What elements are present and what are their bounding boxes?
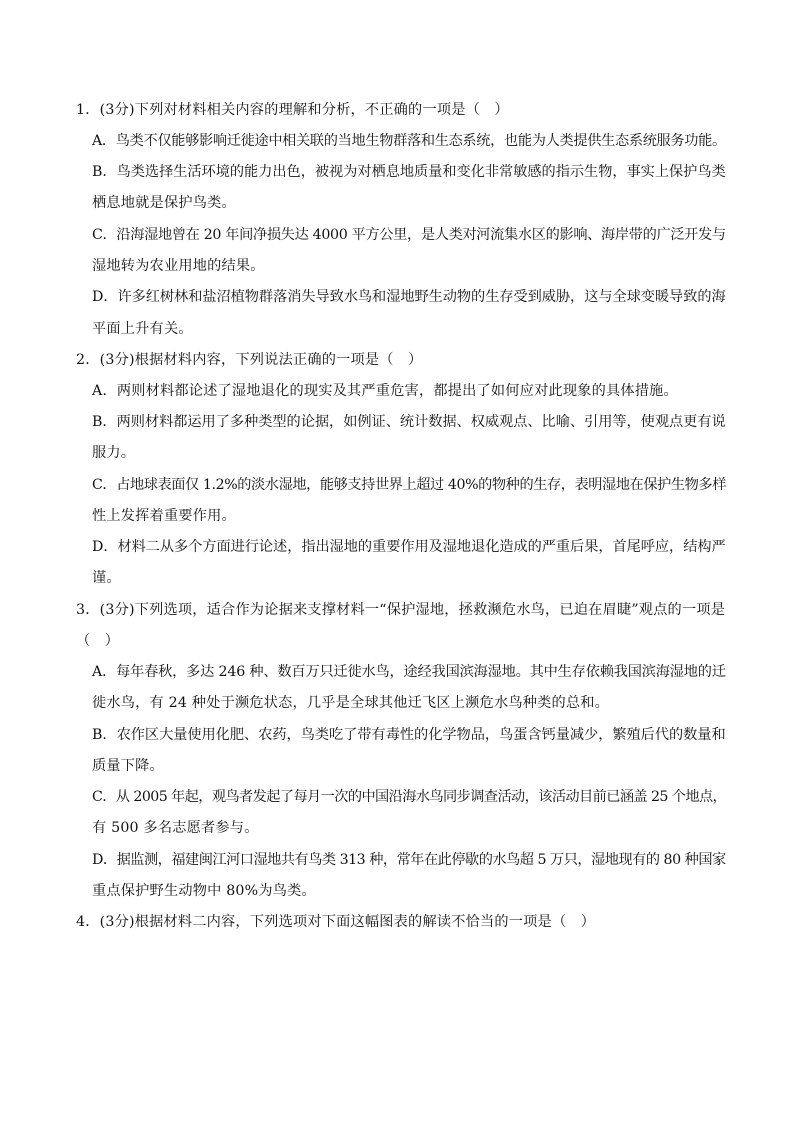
question-2-option-c: C．占地球表面仅 1.2%的淡水湿地，能够支持世界上超过 40%的物种的生存，表明湿地在保护生物多样 xyxy=(92,477,726,493)
question-2-stem: 2．(3分)根据材料内容，下列说法正确的一项是（ ） xyxy=(76,352,423,368)
question-3-option-b-cont: 质量下降。 xyxy=(92,758,164,774)
question-2-option-b: B．两则材料都运用了多种类型的论据，如例证、统计数据、权威观点、比喻、引用等，使观点更有说 xyxy=(92,414,726,430)
question-3-option-d-cont: 重点保护野生动物中 80%为鸟类。 xyxy=(92,883,316,899)
question-1-option-b-cont: 栖息地就是保护鸟类。 xyxy=(92,195,236,211)
question-1-option-b: B．鸟类选择生活环境的能力出色，被视为对栖息地质量和变化非常敏感的指示生物，事实上保护鸟类 xyxy=(92,164,726,180)
question-3-stem-cont: （ ） xyxy=(76,633,120,649)
question-4-stem: 4．(3分)根据材料二内容，下列选项对下面这幅图表的解读不恰当的一项是（ ） xyxy=(76,914,596,930)
question-3-option-b: B．农作区大量使用化肥、农药，鸟类吃了带有毒性的化学物品，鸟蛋含钙量减少，繁殖后代的数量和 xyxy=(92,727,726,743)
question-3-option-d: D．据监测，福建闽江河口湿地共有鸟类 313 种，常年在此停歇的水鸟超 5 万只，湿地现有的 80 种国家 xyxy=(92,852,726,868)
question-1-option-d-cont: 平面上升有关。 xyxy=(92,321,193,337)
question-3-option-c-cont: 有 500 多名志愿者参与。 xyxy=(92,820,259,836)
question-1-option-c: C．沿海湿地曾在 20 年间净损失达 4000 平方公里，是人类对河流集水区的影响、海岸带的广泛开发与 xyxy=(92,227,726,243)
question-2-option-b-cont: 服力。 xyxy=(92,445,136,461)
question-1-option-c-cont: 湿地转为农业用地的结果。 xyxy=(92,258,265,274)
question-3-option-a-cont: 徙水鸟，有 24 种处于濒危状态，几乎是全球其他迁飞区上濒危水鸟种类的总和。 xyxy=(92,695,610,711)
question-3-option-a: A．每年春秋，多达 246 种、数百万只迁徙水鸟，途经我国滨海湿地。其中生存依赖我国滨海湿地的迁 xyxy=(92,664,726,680)
question-3-option-c: C．从 2005 年起，观鸟者发起了每月一次的中国沿海水鸟同步调查活动，该活动目前已涵盖 25 个地点， xyxy=(92,789,727,805)
question-2-option-a: A．两则材料都论述了湿地退化的现实及其严重危害，都提出了如何应对此现象的具体措施。 xyxy=(92,383,678,399)
question-1-option-a: A．鸟类不仅能够影响迁徙途中相关联的当地生物群落和生态系统，也能为人类提供生态系统服务功能。 xyxy=(92,133,726,149)
question-1-option-d: D．许多红树林和盐沼植物群落消失导致水鸟和湿地野生动物的生存受到威胁，这与全球变暖导致的海 xyxy=(92,289,726,305)
question-2-option-d: D．材料二从多个方面进行论述，指出湿地的重要作用及湿地退化造成的严重后果，首尾呼应，结构严 xyxy=(92,539,726,555)
question-2-option-d-cont: 谨。 xyxy=(92,570,121,586)
question-3-stem: 3．(3分)下列选项，适合作为论据来支撑材料一“保护湿地，拯救濒危水鸟，已迫在眉睫”观点的一项是 xyxy=(76,602,726,618)
question-2-option-c-cont: 性上发挥着重要作用。 xyxy=(92,508,236,524)
question-1-stem: 1．(3分)下列对材料相关内容的理解和分析，不正确的一项是（ ） xyxy=(76,102,509,118)
